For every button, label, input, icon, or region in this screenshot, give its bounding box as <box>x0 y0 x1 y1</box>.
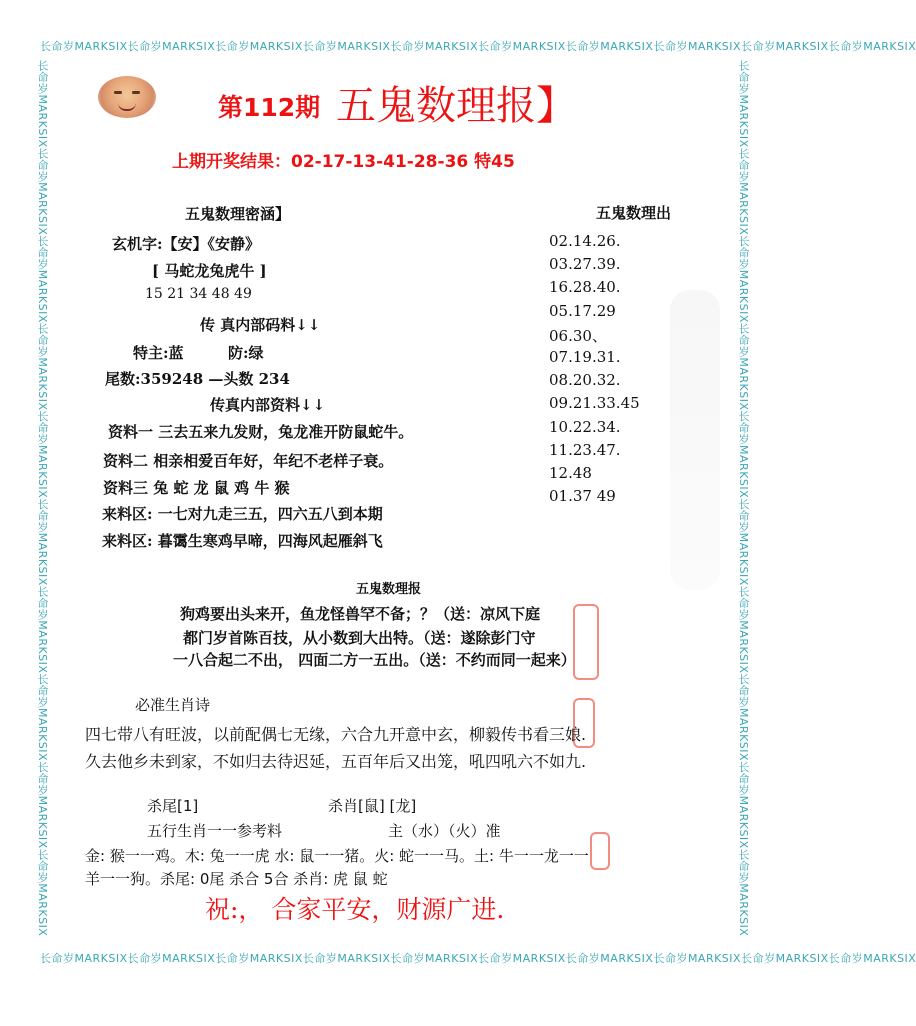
elements-main: 主（水）（火）准 <box>388 822 501 840</box>
paper-title: 五鬼数理报】 <box>336 83 576 129</box>
list-item: 01.37 49 <box>549 487 616 506</box>
list-item: 10.22.34. <box>549 417 621 436</box>
list-item: 05.17.29 <box>549 301 616 320</box>
xuanji-text: 玄机字:【安】《安静》 <box>112 235 261 253</box>
issue-number: 第112期 <box>218 93 321 122</box>
mascot-face-image <box>98 76 156 118</box>
elements-title: 五行生肖一一参考料 <box>147 822 283 840</box>
last-draw-result: 上期开奖结果：02-17-13-41-28-36 特45 <box>172 152 515 172</box>
data-line-3: 资料三 兔 蛇 龙 鼠 鸡 牛 猴 <box>103 479 290 497</box>
report-title: 五鬼数理报 <box>356 582 422 597</box>
list-item: 09.21.33.45 <box>549 394 640 413</box>
list-item: 12.48 <box>549 463 592 482</box>
poem-title: 必准生肖诗 <box>135 696 211 714</box>
main-color: 特主:蓝 <box>133 344 184 362</box>
fax-data-heading: 传真内部资料↓↓ <box>210 396 326 414</box>
report-line-1: 狗鸡要出头来开，鱼龙怪兽罕不备；？（送：凉风下庭 <box>180 605 541 623</box>
decorative-border-right: 长命岁MARKSIX长命岁MARKSIX长命岁MARKSIX长命岁MARKSIX长命岁MARKSIX长命岁MARKSIX长命岁MARKSIX长命岁MARKSIX长命岁MARKSIX长命岁MARKSIX <box>737 60 750 937</box>
red-stamp-mark <box>573 604 599 680</box>
list-item: 11.23.47. <box>549 440 621 459</box>
red-stamp-mark <box>590 832 610 870</box>
decorative-border-top: 长命岁MARKSIX长命岁MARKSIX长命岁MARKSIX长命岁MARKSIX长命岁MARKSIX长命岁MARKSIX长命岁MARKSIX长命岁MARKSIX长命岁MARKSIX长命岁MARKSIX <box>40 40 916 53</box>
list-item: 08.20.32. <box>549 371 621 390</box>
fax-code-heading: 传 真内部码料↓↓ <box>200 316 321 334</box>
zodiac-group: [ 马蛇龙兔虎牛 ] <box>152 262 267 280</box>
source-line-2: 来料区: 暮霭生寒鸡早啼，四海风起雁斜飞 <box>102 532 383 550</box>
report-line-3: 一八合起二不出， 四面二方一五出。（送：不约而同一起来） <box>173 651 576 669</box>
elements-line-1: 金: 猴一一鸡。木: 兔一一虎 水: 鼠一一猪。火: 蛇一一马。土: 牛一一龙一一 <box>85 847 589 865</box>
tail-head-numbers: 尾数:359248 —头数 234 <box>105 370 290 388</box>
decorative-border-bottom: 长命岁MARKSIX长命岁MARKSIX长命岁MARKSIX长命岁MARKSIX长命岁MARKSIX长命岁MARKSIX长命岁MARKSIX长命岁MARKSIX长命岁MARKSIX长命岁MARKSIX <box>40 952 916 965</box>
section-title: 五鬼数理密涵】 <box>185 205 291 223</box>
list-item: 16.28.40. <box>549 278 621 297</box>
data-line-1: 资料一 三去五来九发财，兔龙准开防鼠蛇牛。 <box>108 423 414 441</box>
source-line-1: 来料区: 一七对九走三五，四六五八到本期 <box>102 505 383 523</box>
list-item: 02.14.26. <box>549 232 621 250</box>
poem-line-2: 久去他乡未到家，不如归去待迟延，五百年后又出笼，吼四吼六不如九. <box>85 752 587 771</box>
kill-zodiac: 杀肖[鼠] [龙] <box>328 797 417 815</box>
list-item: 03.27.39. <box>549 255 621 274</box>
data-line-2: 资料二 相亲相爱百年好，年纪不老样子衰。 <box>103 452 394 470</box>
number-combo-list <box>549 232 640 510</box>
blessing-text: 祝:， 合家平安，财源广进. <box>205 895 505 924</box>
decorative-border-left: 长命岁MARKSIX长命岁MARKSIX长命岁MARKSIX长命岁MARKSIX长命岁MARKSIX长命岁MARKSIX长命岁MARKSIX长命岁MARKSIX长命岁MARKSIX长命岁MARKSIX <box>36 60 49 937</box>
faded-watermark <box>670 290 720 590</box>
list-item: 07.19.31. <box>549 347 621 366</box>
elements-line-2: 羊一一狗。杀尾: 0尾 杀合 5合 杀肖: 虎 鼠 蛇 <box>85 870 388 888</box>
report-line-2: 都门岁首陈百技，从小数到大出特。（送：遂除彭门守 <box>183 629 536 647</box>
kill-tail: 杀尾[1] <box>147 797 199 815</box>
right-column-title: 五鬼数理出 <box>596 204 672 222</box>
poem-line-1: 四七带八有旺波，以前配偶七无缘，六合九开意中玄，柳毅传书看三娘. <box>85 725 587 744</box>
guard-color: 防:绿 <box>228 344 264 362</box>
number-list: 15 21 34 48 49 <box>145 286 252 302</box>
list-item: 06.30、 <box>549 326 607 345</box>
